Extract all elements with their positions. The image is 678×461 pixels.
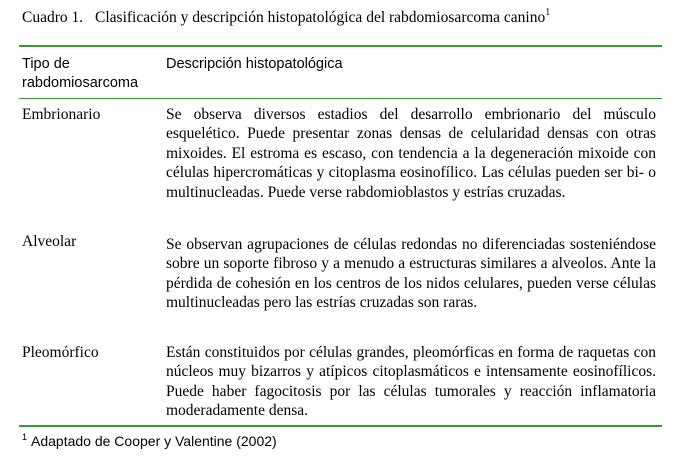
row-type-embrionario: Embrionario [22,106,101,123]
row-type-pleomorfico: Pleomórfico [22,344,99,361]
row-description-alveolar: Se observan agrupaciones de células redondas no diferenciadas sosteniéndose sobre un soporte fibroso y a menudo a estructuras similares a alveolos. Ante la pérdida de cohesión en los centros de los nidos celulares, pueden verse células multinucleadas pero las estrías cruzadas son raras. [166,236,656,312]
footnote [22,431,277,451]
footnote-text: Adaptado de Cooper y Valentine (2002) [31,433,277,449]
table-top-rule [19,45,662,47]
row-description-pleomorfico: Están constituidos por células grandes, pleomórficas en forma de raquetas con núcleos muy bizarros y atípicos citoplasmáticos e intensamente eosinofílicos. Puede haber fagocitosis por las células tumorales y reacción inflamatoria moderadamente densa. [166,344,656,420]
footnote-mark: 1 [22,432,28,442]
row-description-embrionario: Se observa diversos estadios del desarrollo embrionario del músculo esquelético. Puede presentar zonas densas de celularidad densas con otras mixoides. El estroma es escaso, con tendencia a la degeneración mixoide con células hipercromáticas y citoplasma eosinofílico. Las células pueden ser bi- o multinucleadas. Puede verse rabdomioblastos y estrías cruzadas. [166,106,656,201]
table-bottom-rule [19,425,662,427]
table-caption [22,8,662,28]
table-header-rule [19,98,662,99]
header-description: Descripción histopatológica [166,56,343,72]
caption-footnote-mark: 1 [545,7,551,18]
row-type-alveolar: Alveolar [22,233,77,250]
header-type: Tipo de rabdomiosarcoma [22,56,139,91]
caption-text: Clasificación y descripción histopatológica del rabdomiosarcoma canino [95,9,546,26]
caption-label: Cuadro 1. [22,9,84,26]
